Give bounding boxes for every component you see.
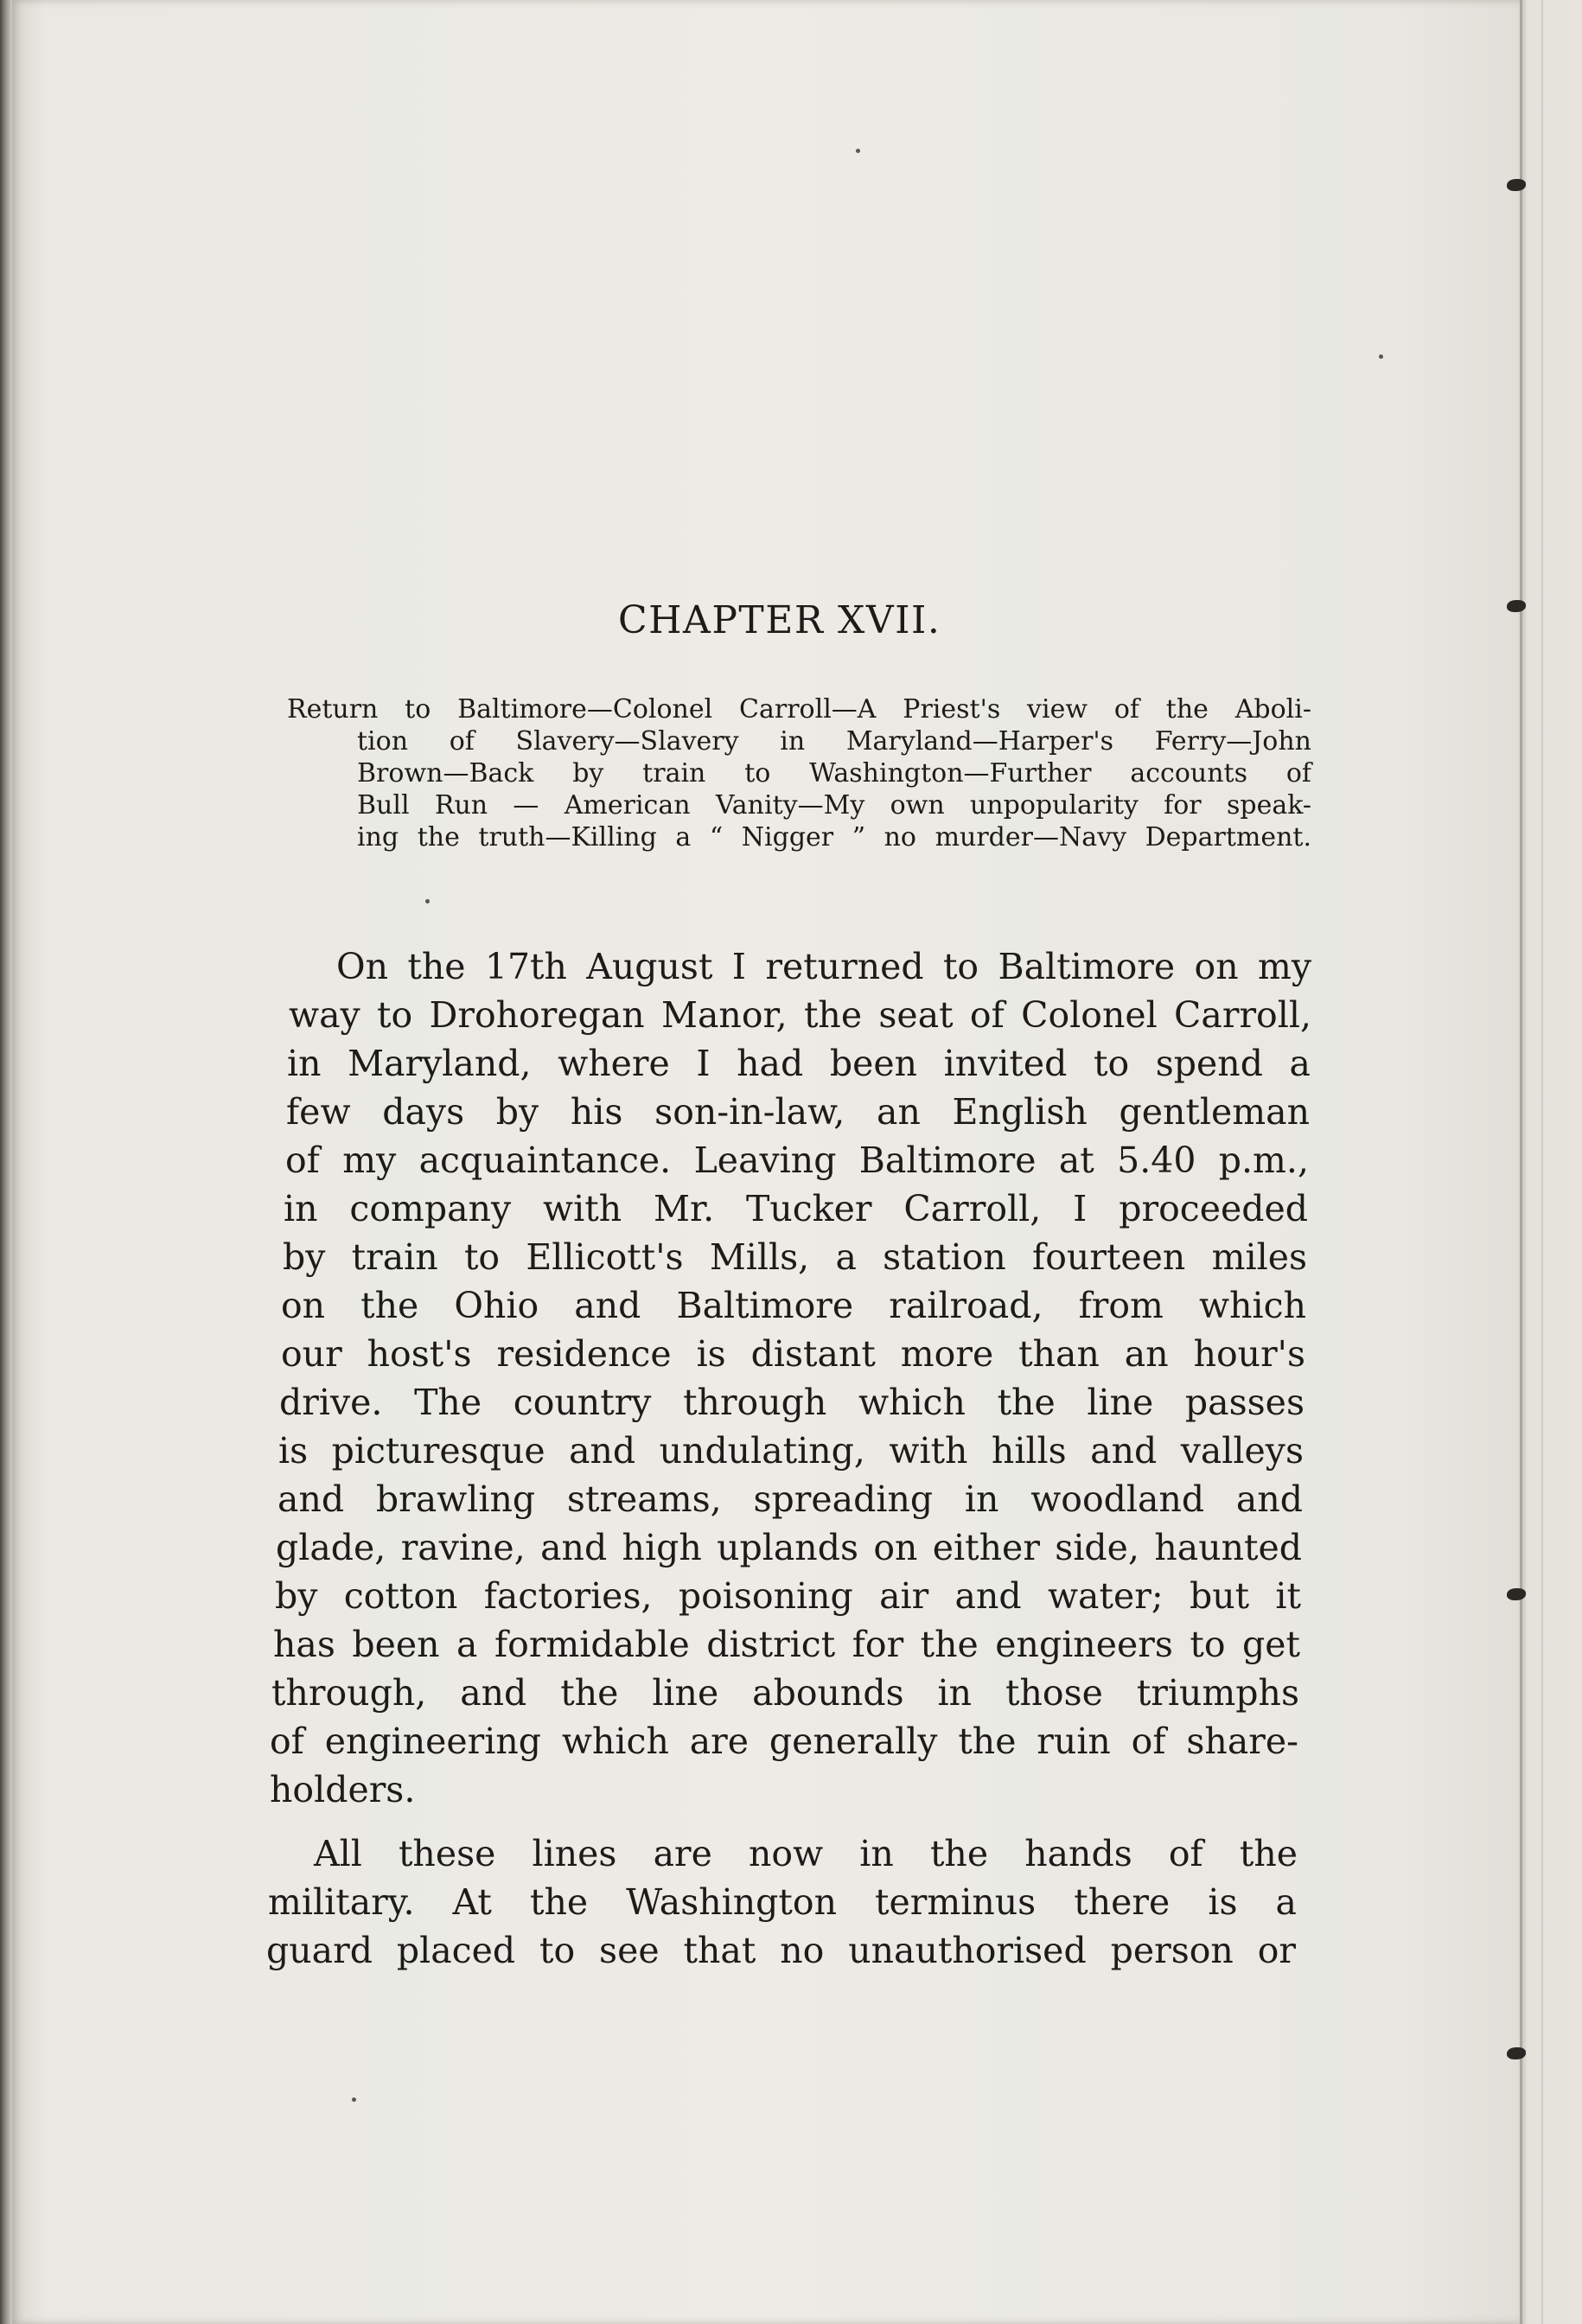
paragraph-line: our host's residence is distant more than an hour's — [281, 1333, 1305, 1375]
summary-line: Bull Run — American Vanity—My own unpopularity for speak- — [357, 790, 1311, 820]
summary-line: Brown—Back by train to Washington—Further accounts of — [357, 758, 1311, 788]
chapter-heading: CHAPTER XVII. — [618, 598, 941, 642]
paragraph-line: drive. The country through which the line passes — [279, 1382, 1305, 1423]
paragraph-line: few days by his son-in-law, an English gentleman — [286, 1091, 1310, 1133]
paper-speck — [425, 899, 430, 903]
paragraph-line: in Maryland, where I had been invited to spend a — [287, 1043, 1311, 1084]
paragraph-line: and brawling streams, spreading in woodland and — [277, 1478, 1303, 1520]
paragraph-line: guard placed to see that no unauthorised person or — [266, 1930, 1296, 1971]
facing-page-edge — [1520, 0, 1582, 2324]
paragraph-line: military. At the Washington terminus there is a — [268, 1881, 1297, 1923]
summary-line: tion of Slavery—Slavery in Maryland—Harper's Ferry—John — [357, 726, 1311, 757]
paragraph-line: way to Drohoregan Manor, the seat of Colonel Carroll, — [289, 994, 1311, 1036]
paper-speck — [352, 2097, 356, 2102]
binding-stitch-mark — [1507, 600, 1526, 612]
paragraph-line: is picturesque and undulating, with hills and valleys — [278, 1430, 1304, 1472]
paper-speck — [1379, 354, 1383, 359]
paragraph-line: through, and the line abounds in those triumphs — [271, 1672, 1299, 1714]
paragraph-line: All these lines are now in the hands of the — [314, 1833, 1298, 1874]
page-fold-line — [1541, 0, 1543, 2324]
binding-stitch-mark — [1507, 179, 1526, 191]
paper-speck — [856, 149, 860, 153]
paragraph-line: on the Ohio and Baltimore railroad, from which — [281, 1285, 1306, 1326]
summary-line: Return to Baltimore—Colonel Carroll—A Priest's view of the Aboli- — [287, 694, 1311, 725]
paragraph-line: by train to Ellicott's Mills, a station fourteen miles — [283, 1236, 1307, 1278]
binding-stitch-mark — [1507, 2047, 1526, 2059]
paragraph-line: of my acquaintance. Leaving Baltimore at 5.40 p.m., — [285, 1140, 1309, 1181]
book-binding-edge — [0, 0, 12, 2324]
paragraph-line: in company with Mr. Tucker Carroll, I proceeded — [284, 1188, 1308, 1229]
paragraph-line: has been a formidable district for the engineers to get — [273, 1624, 1300, 1665]
paragraph-line: glade, ravine, and high uplands on either side, haunted — [276, 1527, 1302, 1568]
summary-line: ing the truth—Killing a “ Nigger ” no murder—Navy Department. — [357, 822, 1311, 852]
paragraph-line: of engineering which are generally the ruin of share- — [270, 1721, 1298, 1762]
paragraph-line: by cotton factories, poisoning air and water; but it — [275, 1575, 1301, 1617]
binding-stitch-mark — [1507, 1588, 1526, 1600]
paragraph-line: On the 17th August I returned to Baltimore on my — [336, 946, 1311, 987]
paragraph-line: holders. — [270, 1769, 416, 1810]
